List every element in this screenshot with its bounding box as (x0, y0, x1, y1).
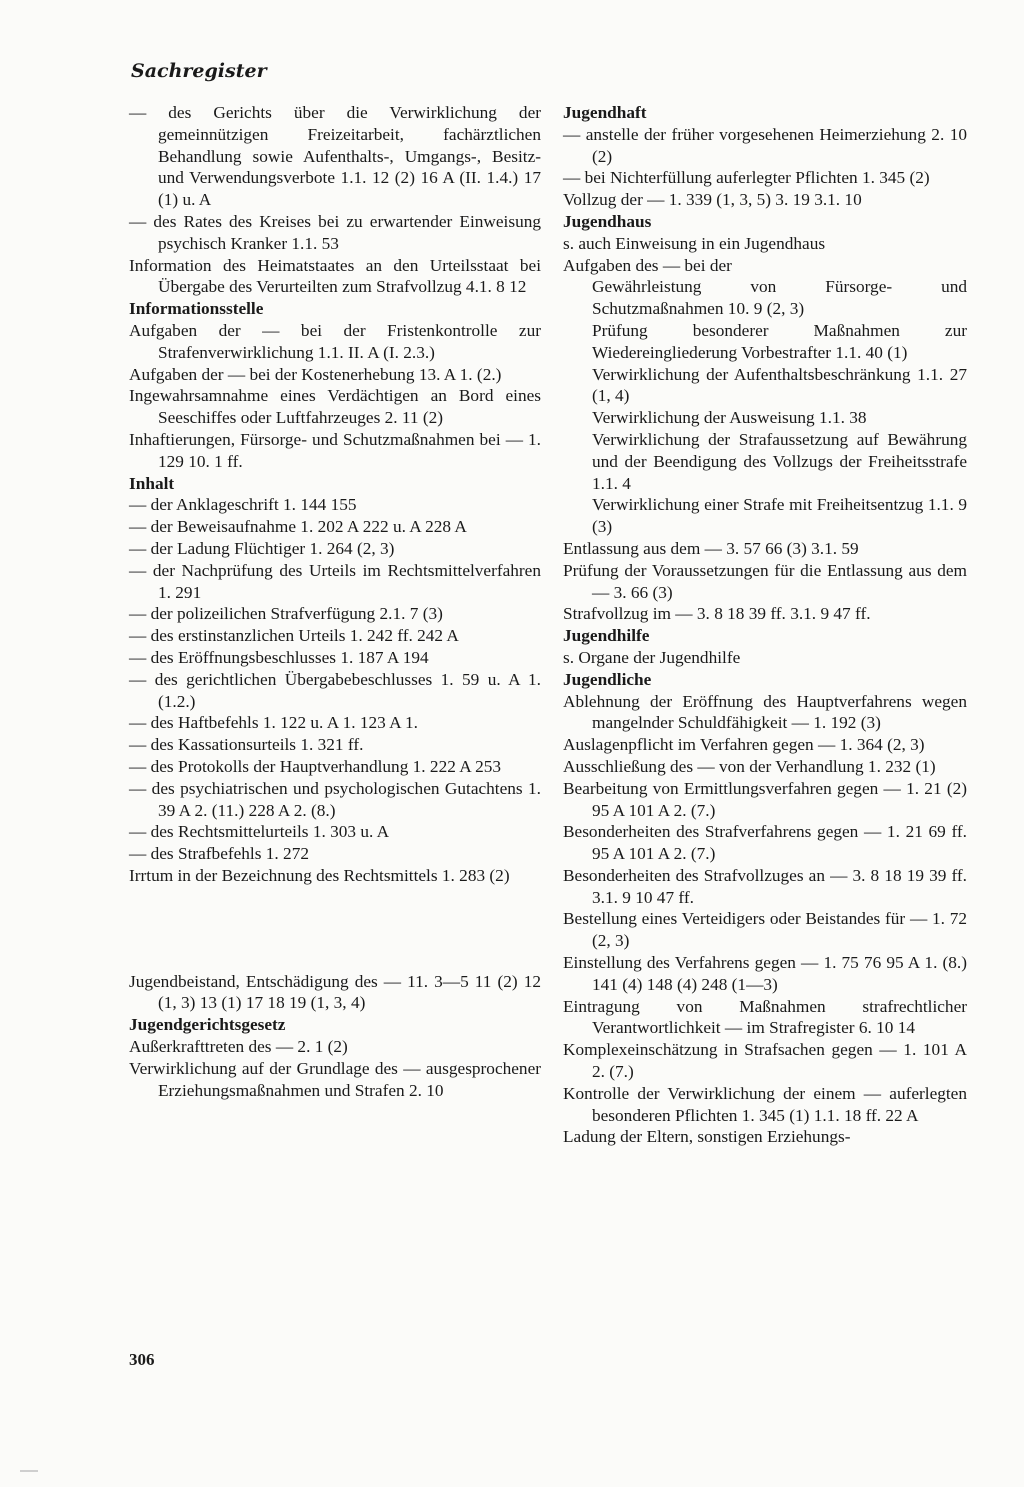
index-entry: Verwirklichung der Aufenthaltsbeschränkung 1.1. 27 (1, 4) (592, 364, 967, 406)
index-entry: Information des Heimatstaates an den Urteilsstaat bei Übergabe des Verurteilten zum Strafvollzug 4.1. 8 12 (129, 255, 541, 297)
index-entry: — bei Nichterfüllung auferlegter Pflichten 1. 345 (2) (563, 168, 930, 188)
index-entry: Einstellung des Verfahrens gegen — 1. 75 76 95 A 1. (8.) 141 (4) 148 (4) 248 (1—3) (563, 953, 967, 994)
index-entry: Besonderheiten des Strafvollzuges an — 3. 8 18 19 39 ff. 3.1. 9 10 47 ff. (563, 865, 967, 907)
index-heading: Inhalt (129, 473, 175, 493)
index-column-right (563, 102, 967, 1148)
running-header: Sachregister (131, 60, 267, 82)
index-entry: Verwirklichung auf der Grundlage des — ausgesprochener Erziehungsmaßnahmen und Strafen 2. 10 (129, 1058, 541, 1100)
index-entry: — des Kassationsurteils 1. 321 ff. (129, 735, 364, 755)
index-entry: Außerkrafttreten des — 2. 1 (2) (129, 1037, 348, 1057)
index-entry: Kontrolle der Verwirklichung der einem — auferlegten besonderen Pflichten 1. 345 (1) 1.1. 18 ff. 22 A (563, 1083, 967, 1125)
index-heading: Jugendhaus (563, 211, 652, 231)
index-entry: — der Anklageschrift 1. 144 155 (129, 495, 357, 515)
index-heading: Informationsstelle (129, 299, 264, 319)
index-entry: — des Gerichts über die Verwirklichung der gemeinnützigen Freizeitarbeit, fachärztlichen Behandlung sowie Aufenthalts-, Umgangs-, Besitz- und Verwendungsverbote 1.1. 12 (2) 16 A (II. 1.4.) 17 (1) u. A (129, 103, 541, 210)
index-entry: Komplexeinschätzung in Strafsachen gegen — 1. 101 A 2. (7.) (563, 1040, 967, 1082)
page-number: 306 (129, 1350, 155, 1369)
index-entry: Besonderheiten des Strafverfahrens gegen — 1. 21 69 ff. 95 A 101 A 2. (7.) (563, 822, 967, 864)
index-entry: Bearbeitung von Ermittlungsverfahren gegen — 1. 21 (2) 95 A 101 A 2. (7.) (563, 778, 967, 820)
index-heading: Jugendgerichtsgesetz (129, 1015, 286, 1035)
scan-mark (20, 1470, 38, 1472)
index-entry: Jugendbeistand, Entschädigung des — 11. 3—5 11 (2) 12 (1, 3) 13 (1) 17 18 19 (1, 3, 4) (129, 971, 541, 1013)
index-entry: — der polizeilichen Strafverfügung 2.1. 7 (3) (129, 604, 443, 624)
index-entry: Entlassung aus dem — 3. 57 66 (3) 3.1. 59 (563, 538, 859, 558)
index-entry: Auslagenpflicht im Verfahren gegen — 1. 364 (2, 3) (563, 735, 925, 755)
index-entry: — des Haftbefehls 1. 122 u. A 1. 123 A 1. (129, 713, 418, 733)
index-column-left (129, 102, 541, 1101)
index-entry: — der Nachprüfung des Urteils im Rechtsmittelverfahren 1. 291 (129, 560, 541, 602)
index-entry: Verwirklichung einer Strafe mit Freiheitsentzug 1.1. 9 (3) (592, 495, 967, 537)
index-entry: — des Protokolls der Hauptverhandlung 1. 222 A 253 (129, 756, 501, 776)
index-entry: Bestellung eines Verteidigers oder Beistandes für — 1. 72 (2, 3) (563, 909, 967, 951)
index-entry: Gewährleistung von Fürsorge- und Schutzmaßnahmen 10. 9 (2, 3) (592, 277, 967, 319)
index-entry: — anstelle der früher vorgesehenen Heimerziehung 2. 10 (2) (563, 124, 967, 166)
index-entry: Verwirklichung der Ausweisung 1.1. 38 (592, 408, 867, 428)
index-entry: — des psychiatrischen und psychologischen Gutachtens 1. 39 A 2. (11.) 228 A 2. (8.) (129, 778, 541, 820)
index-entry: Irrtum in der Bezeichnung des Rechtsmittels 1. 283 (2) (129, 865, 510, 885)
index-entry: Ausschließung des — von der Verhandlung 1. 232 (1) (563, 756, 936, 776)
index-entry: Prüfung der Voraussetzungen für die Entlassung aus dem — 3. 66 (3) (563, 560, 967, 602)
index-entry: s. auch Einweisung in ein Jugendhaus (563, 233, 826, 253)
index-entry: Aufgaben des — bei der (563, 255, 732, 275)
index-entry: Aufgaben der — bei der Kostenerhebung 13. A 1. (2.) (129, 364, 502, 384)
index-entry: Strafvollzug im — 3. 8 18 39 ff. 3.1. 9 47 ff. (563, 604, 871, 624)
index-entry: — des gerichtlichen Übergabebeschlusses 1. 59 u. A 1. (1.2.) (129, 669, 541, 711)
index-entry: — des Rates des Kreises bei zu erwartender Einweisung psychisch Kranker 1.1. 53 (129, 211, 541, 253)
index-entry: Aufgaben der — bei der Fristenkontrolle zur Strafenverwirklichung 1.1. II. A (I. 2.3.) (129, 320, 541, 362)
index-entry: — des Rechtsmittelurteils 1. 303 u. A (129, 822, 390, 842)
index-heading: Jugendhaft (563, 103, 647, 122)
index-entry: Prüfung besonderer Maßnahmen zur Wiedereingliederung Vorbestrafter 1.1. 40 (1) (592, 320, 967, 362)
index-entry: — der Beweisaufnahme 1. 202 A 222 u. A 228 A (129, 517, 467, 537)
index-heading: Jugendliche (563, 669, 652, 689)
index-entry: Ingewahrsamnahme eines Verdächtigen an Bord eines Seeschiffes oder Luftfahrzeuges 2. 11 (2) (129, 386, 541, 428)
index-entry: — des Strafbefehls 1. 272 (129, 844, 309, 864)
index-entry: Ablehnung der Eröffnung des Hauptverfahrens wegen mangelnder Schuldfähigkeit — 1. 192 (3) (563, 691, 967, 733)
index-entry: Verwirklichung der Strafaussetzung auf Bewährung und der Beendigung des Vollzugs der Freiheitsstrafe 1.1. 4 (592, 429, 967, 493)
index-entry: Inhaftierungen, Fürsorge- und Schutzmaßnahmen bei — 1. 129 10. 1 ff. (129, 429, 541, 471)
index-entry: — des erstinstanzlichen Urteils 1. 242 ff. 242 A (129, 626, 459, 646)
section-gap (129, 887, 541, 971)
index-entry: Eintragung von Maßnahmen strafrechtlicher Verantwortlichkeit — im Strafregister 6. 10 14 (563, 996, 967, 1038)
index-entry: — der Ladung Flüchtiger 1. 264 (2, 3) (129, 538, 395, 558)
index-entry: Vollzug der — 1. 339 (1, 3, 5) 3. 19 3.1. 10 (563, 190, 862, 210)
index-entry: s. Organe der Jugendhilfe (563, 647, 741, 667)
index-entry: Ladung der Eltern, sonstigen Erziehungs- (563, 1127, 851, 1147)
index-heading: Jugendhilfe (563, 626, 650, 646)
index-entry: — des Eröffnungsbeschlusses 1. 187 A 194 (129, 647, 429, 667)
